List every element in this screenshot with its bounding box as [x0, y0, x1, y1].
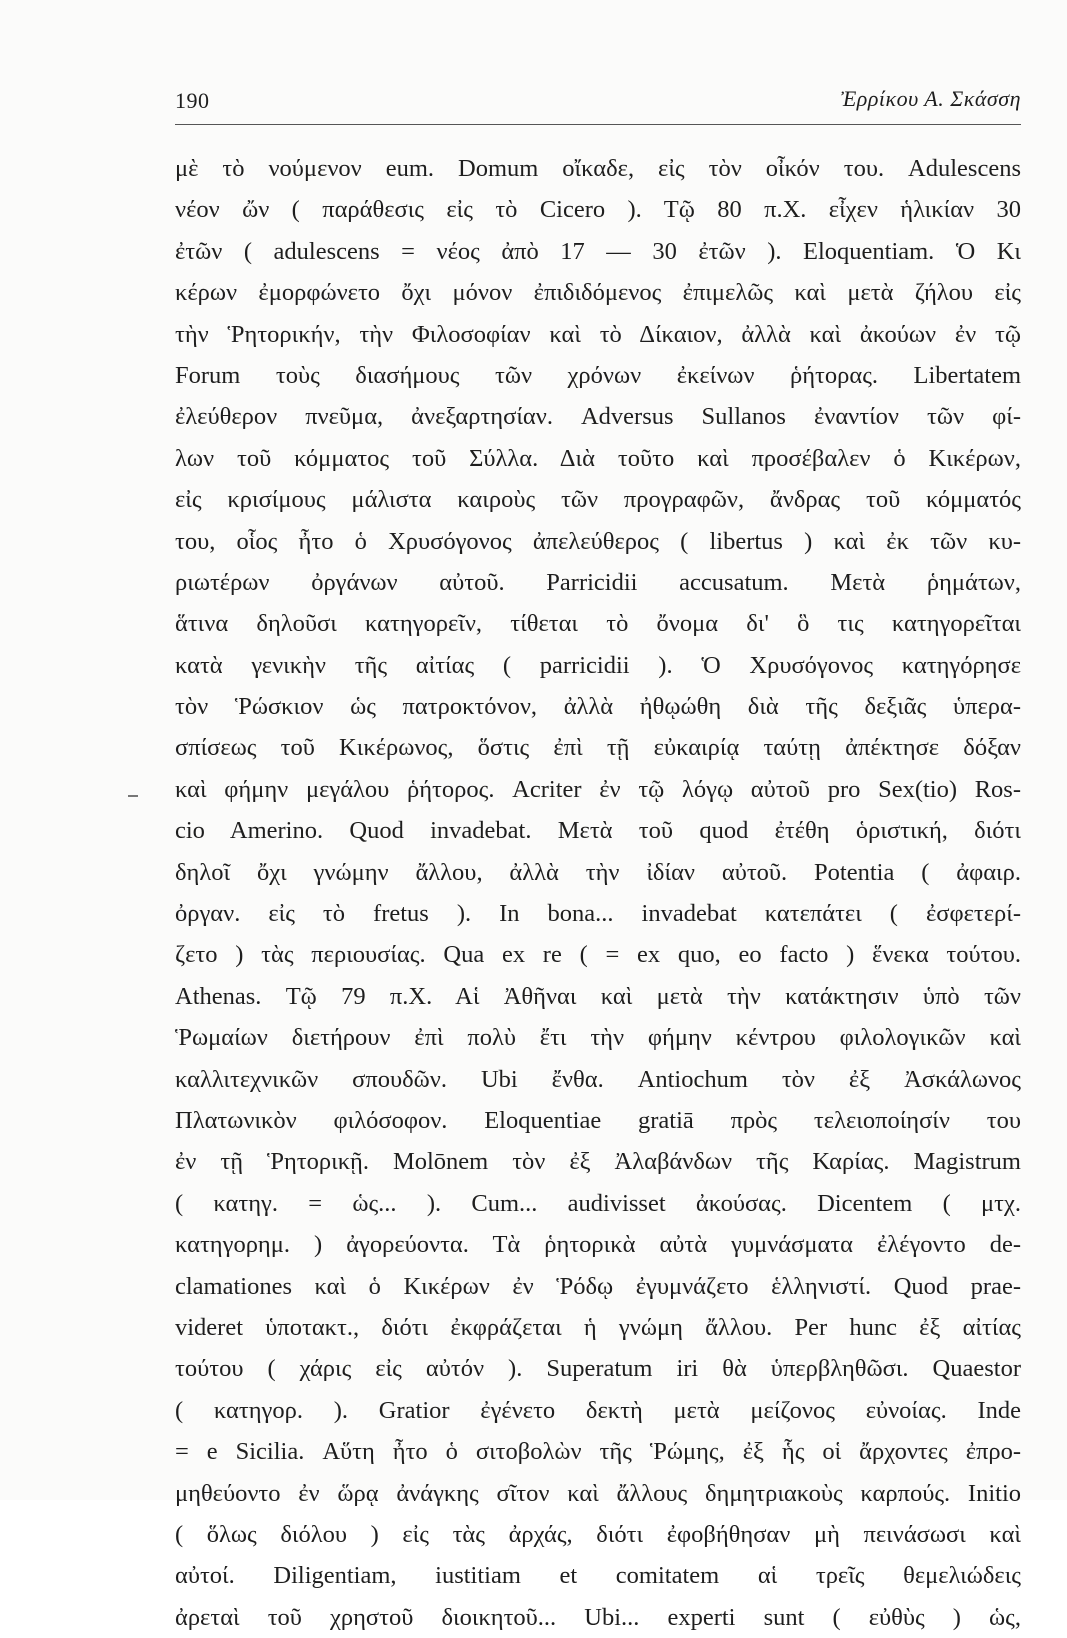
text-line: ἐτῶν ( adulescens = νέος ἀπὸ 17 — 30 ἐτῶν ). Eloquentiam. Ὁ Κι [175, 237, 1021, 265]
text-line: μηθεύοντο ἐν ὥρᾳ ἀνάγκης σῖτον καὶ ἄλλους δημητριακοὺς καρπούς. Initio [175, 1479, 1021, 1507]
running-head: Ἐρρίκου Α. Σκάσση [840, 86, 1021, 111]
text-line: ζετο ) τὰς περιουσίας. Qua ex re ( = ex quo, eo facto ) ἕνεκα τούτου. [175, 941, 1021, 969]
page-number: 190 [175, 88, 210, 113]
text-line: cio Amerino. Quod invadebat. Μετὰ τοῦ quod ἐτέθη ὁριστική, διότι [175, 817, 1021, 845]
body-text [175, 148, 1021, 1638]
page-header [175, 80, 1021, 120]
text-line: clamationes καὶ ὁ Κικέρων ἐν Ῥόδῳ ἐγυμνάζετο ἑλληνιστί. Quod prae- [175, 1272, 1021, 1300]
text-line: videret ὑποτακτ., διότι ἐκφράζεται ἡ γνώμη ἄλλου. Per hunc ἐξ αἰτίας [175, 1313, 1021, 1341]
text-line: καλλιτεχνικῶν σπουδῶν. Ubi ἔνθα. Antiochum τὸν ἐξ Ἀσκάλωνος [175, 1065, 1021, 1093]
text-line: ( κατηγ. = ὡς... ). Cum... audivisset ἀκούσας. Dicentem ( μτχ. [175, 1189, 1021, 1217]
text-line: ἅτινα δηλοῦσι κατηγορεῖν, τίθεται τὸ ὄνομα δι' ὃ τις κατηγορεῖται [175, 610, 1021, 638]
text-line: τὸν Ῥώσκιον ὡς πατροκτόνον, ἀλλὰ ἠθῳώθη διὰ τῆς δεξιᾶς ὑπερα- [175, 693, 1021, 721]
text-line: Athenas. Τῷ 79 π.Χ. Αἱ Ἀθῆναι καὶ μετὰ τὴν κατάκτησιν ὑπὸ τῶν [175, 982, 1021, 1010]
text-line: εἰς κρισίμους μάλιστα καιροὺς τῶν προγραφῶν, ἄνδρας τοῦ κόμματός [175, 486, 1021, 514]
text-line: αὐτοί. Diligentiam, iustitiam et comitatem αἱ τρεῖς θεμελιώδεις [175, 1562, 1021, 1590]
text-line: δηλοῖ ὄχι γνώμην ἄλλου, ἀλλὰ τὴν ἰδίαν αὐτοῦ. Potentia ( ἀφαιρ. [175, 858, 1021, 886]
text-line: Ῥωμαίων διετήρουν ἐπὶ πολὺ ἔτι τὴν φήμην κέντρου φιλολογικῶν καὶ [175, 1024, 1021, 1052]
text-line: ( ὅλως διόλου ) εἰς τὰς ἀρχάς, διότι ἐφοβήθησαν μὴ πεινάσωσι καὶ [175, 1520, 1021, 1548]
text-line: ριωτέρων ὀργάνων αὐτοῦ. Parricidii accusatum. Μετὰ ῥημάτων, [175, 568, 1021, 596]
text-line: κέρων ἐμορφώνετο ὄχι μόνον ἐπιδιδόμενος ἐπιμελῶς καὶ μετὰ ζήλου εἰς [175, 279, 1021, 307]
text-line: ἀρεταὶ τοῦ χρηστοῦ διοικητοῦ... Ubi... experti sunt ( εὐθὺς ) ὡς, [175, 1603, 1021, 1631]
text-line: Forum τοὺς διασήμους τῶν χρόνων ἐκείνων ῥήτορας. Libertatem [175, 361, 1021, 389]
header-rule [175, 124, 1021, 125]
text-line: ἐν τῇ Ῥητορικῇ. Molōnem τὸν ἐξ Ἀλαβάνδων τῆς Καρίας. Magistrum [175, 1148, 1021, 1176]
text-line: καὶ φήμην μεγάλου ῥήτορος. Acriter ἐν τῷ λόγῳ αὐτοῦ pro Sex(tio) Ros- [175, 775, 1021, 803]
text-line: νέον ὤν ( παράθεσις εἰς τὸ Cicero ). Τῷ 80 π.Χ. εἶχεν ἡλικίαν 30 [175, 196, 1021, 224]
text-line: τὴν Ῥητορικήν, τὴν Φιλοσοφίαν καὶ τὸ Δίκαιον, ἀλλὰ καὶ ἀκούων ἐν τῷ [175, 320, 1021, 348]
text-line: τούτου ( χάρις εἰς αὐτόν ). Superatum iri θὰ ὑπερβληθῶσι. Quaestor [175, 1355, 1021, 1383]
text-line: σπίσεως τοῦ Κικέρωνος, ὅστις ἐπὶ τῇ εὐκαιρίᾳ ταύτῃ ἀπέκτησε δόξαν [175, 734, 1021, 762]
text-line: ( κατηγορ. ). Gratior ἐγένετο δεκτὴ μετὰ μείζονος εὐνοίας. Inde [175, 1396, 1021, 1424]
text-line: λων τοῦ κόμματος τοῦ Σύλλα. Διὰ τοῦτο καὶ προσέβαλεν ὁ Κικέρων, [175, 444, 1021, 472]
text-line: κατὰ γενικὴν τῆς αἰτίας ( parricidii ). Ὁ Χρυσόγονος κατηγόρησε [175, 651, 1021, 679]
text-line: του, οἷος ἦτο ὁ Χρυσόγονος ἀπελεύθερος ( libertus ) καὶ ἐκ τῶν κυ- [175, 527, 1021, 555]
text-line: = e Sicilia. Αὕτη ἦτο ὁ σιτοβολὼν τῆς Ῥώμης, ἐξ ἧς οἱ ἄρχοντες ἐπρο- [175, 1438, 1021, 1466]
text-line: κατηγορημ. ) ἀγορεύοντα. Τὰ ῥητορικὰ αὐτὰ γυμνάσματα ἐλέγοντο de- [175, 1231, 1021, 1259]
text-line: ἐλεύθερον πνεῦμα, ἀνεξαρτησίαν. Adversus Sullanos ἐναντίον τῶν φί- [175, 403, 1021, 431]
margin-mark [128, 795, 138, 797]
text-line: ὀργαν. εἰς τὸ fretus ). In bona... invadebat κατεπάτει ( ἐσφετερί- [175, 900, 1021, 928]
text-line: μὲ τὸ νούμενον eum. Domum οἴκαδε, εἰς τὸν οἶκόν του. Adulescens [175, 155, 1021, 182]
text-line: Πλατωνικὸν φιλόσοφον. Eloquentiae gratiā πρὸς τελειοποίησίν του [175, 1106, 1021, 1134]
